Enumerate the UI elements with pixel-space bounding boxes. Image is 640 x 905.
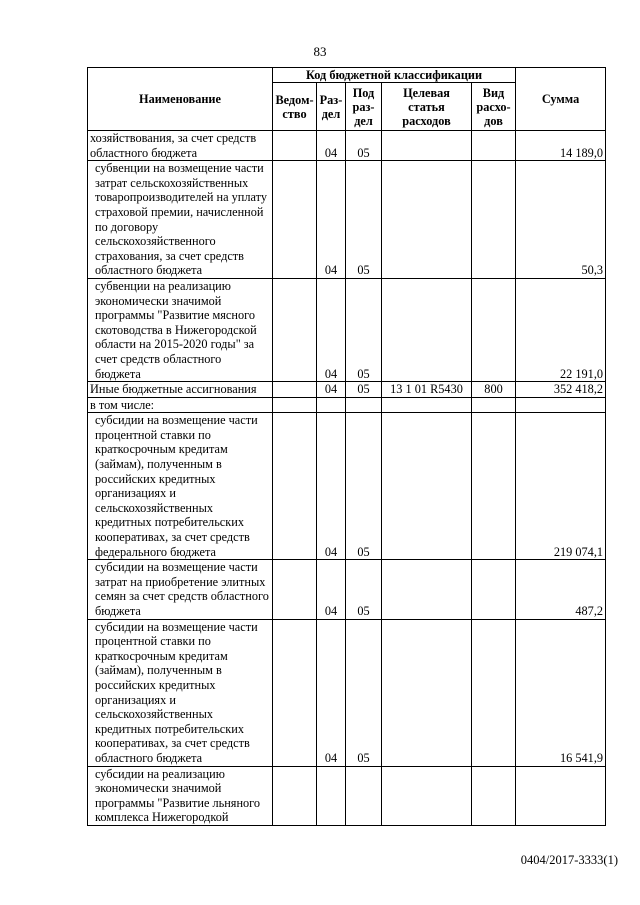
cell-name: хозяйствования, за счет средств областного бюджета: [88, 131, 273, 161]
cell-podrazdel: 05: [346, 131, 382, 161]
table-row: [88, 278, 606, 381]
cell-expense-type: [472, 278, 516, 381]
cell-dept: [273, 766, 317, 825]
cell-sum: 50,3: [516, 161, 606, 279]
cell-target-article: 13 1 01 R5430: [382, 382, 472, 398]
cell-razdel: 04: [317, 278, 346, 381]
cell-expense-type: [472, 397, 516, 413]
header-sum: Сумма: [516, 68, 606, 131]
cell-expense-type: 800: [472, 382, 516, 398]
header-dept: Ведом- ство: [273, 83, 317, 131]
table-row: [88, 382, 606, 398]
budget-table: [87, 67, 606, 826]
document-code: 0404/2017-3333(1): [520, 853, 618, 867]
table-row: [88, 766, 606, 825]
cell-dept: [273, 278, 317, 381]
cell-target-article: [382, 766, 472, 825]
cell-target-article: [382, 397, 472, 413]
cell-razdel: 04: [317, 619, 346, 766]
table-row: [88, 560, 606, 619]
cell-expense-type: [472, 560, 516, 619]
cell-target-article: [382, 161, 472, 279]
table-body: [88, 131, 606, 826]
cell-sum: 16 541,9: [516, 619, 606, 766]
cell-dept: [273, 382, 317, 398]
cell-name: субвенции на реализацию экономически значимой программы "Развитие мясного скотоводства в Нижегородской области на 2015-2020 годы" за счет средств областного бюджета: [88, 278, 273, 381]
cell-target-article: [382, 413, 472, 560]
cell-name: субсидии на реализацию экономически значимой программы "Развитие льняного комплекса Нижегородкой: [88, 766, 273, 825]
cell-podrazdel: 05: [346, 560, 382, 619]
cell-dept: [273, 131, 317, 161]
cell-sum: 487,2: [516, 560, 606, 619]
cell-name: в том числе:: [88, 397, 273, 413]
cell-razdel: 04: [317, 161, 346, 279]
cell-razdel: [317, 766, 346, 825]
cell-expense-type: [472, 619, 516, 766]
table-row: [88, 161, 606, 279]
cell-sum: [516, 397, 606, 413]
cell-expense-type: [472, 766, 516, 825]
cell-target-article: [382, 131, 472, 161]
cell-podrazdel: 05: [346, 382, 382, 398]
cell-podrazdel: 05: [346, 413, 382, 560]
table-row: [88, 397, 606, 413]
cell-expense-type: [472, 161, 516, 279]
cell-name: субсидии на возмещение части процентной ставки по краткосрочным кредитам (займам), полученным в российских кредитных организациях и сельскохозяйственных кредитных потребительских кооперативах, за счет средств областного бюджета: [88, 619, 273, 766]
cell-sum: 219 074,1: [516, 413, 606, 560]
cell-dept: [273, 161, 317, 279]
cell-razdel: 04: [317, 382, 346, 398]
cell-name: субсидии на возмещение части затрат на приобретение элитных семян за счет средств областного бюджета: [88, 560, 273, 619]
page-number: 83: [313, 44, 327, 59]
cell-razdel: 04: [317, 413, 346, 560]
header-expense-type: Вид расхо- дов: [472, 83, 516, 131]
cell-podrazdel: 05: [346, 278, 382, 381]
cell-dept: [273, 413, 317, 560]
header-podrazdel: Под раз- дел: [346, 83, 382, 131]
cell-sum: 14 189,0: [516, 131, 606, 161]
header-classification-group: Код бюджетной классификации: [273, 68, 516, 83]
table-row: [88, 413, 606, 560]
cell-razdel: 04: [317, 560, 346, 619]
cell-name: субвенции на возмещение части затрат сельскохозяйственных товаропроизводителей на уплату страховой премии, начисленной по договору сельскохозяйственного страхования, за счет средств областного бюджета: [88, 161, 273, 279]
cell-podrazdel: [346, 397, 382, 413]
cell-sum: [516, 766, 606, 825]
cell-expense-type: [472, 413, 516, 560]
cell-razdel: [317, 397, 346, 413]
cell-podrazdel: [346, 766, 382, 825]
cell-razdel: 04: [317, 131, 346, 161]
cell-podrazdel: 05: [346, 161, 382, 279]
header-razdel: Раз- дел: [317, 83, 346, 131]
table-row: [88, 619, 606, 766]
cell-dept: [273, 560, 317, 619]
cell-name: Иные бюджетные ассигнования: [88, 382, 273, 398]
cell-sum: 352 418,2: [516, 382, 606, 398]
header-name: Наименование: [88, 68, 273, 131]
cell-target-article: [382, 278, 472, 381]
cell-name: субсидии на возмещение части процентной ставки по краткосрочным кредитам (займам), полученным в российских кредитных организациях и сельскохозяйственных кредитных потребительских кооперативах, за счет средств федерального бюджета: [88, 413, 273, 560]
table-row: [88, 131, 606, 161]
cell-dept: [273, 397, 317, 413]
cell-target-article: [382, 560, 472, 619]
cell-target-article: [382, 619, 472, 766]
cell-dept: [273, 619, 317, 766]
header-target-article: Целевая статья расходов: [382, 83, 472, 131]
cell-podrazdel: 05: [346, 619, 382, 766]
cell-sum: 22 191,0: [516, 278, 606, 381]
cell-expense-type: [472, 131, 516, 161]
